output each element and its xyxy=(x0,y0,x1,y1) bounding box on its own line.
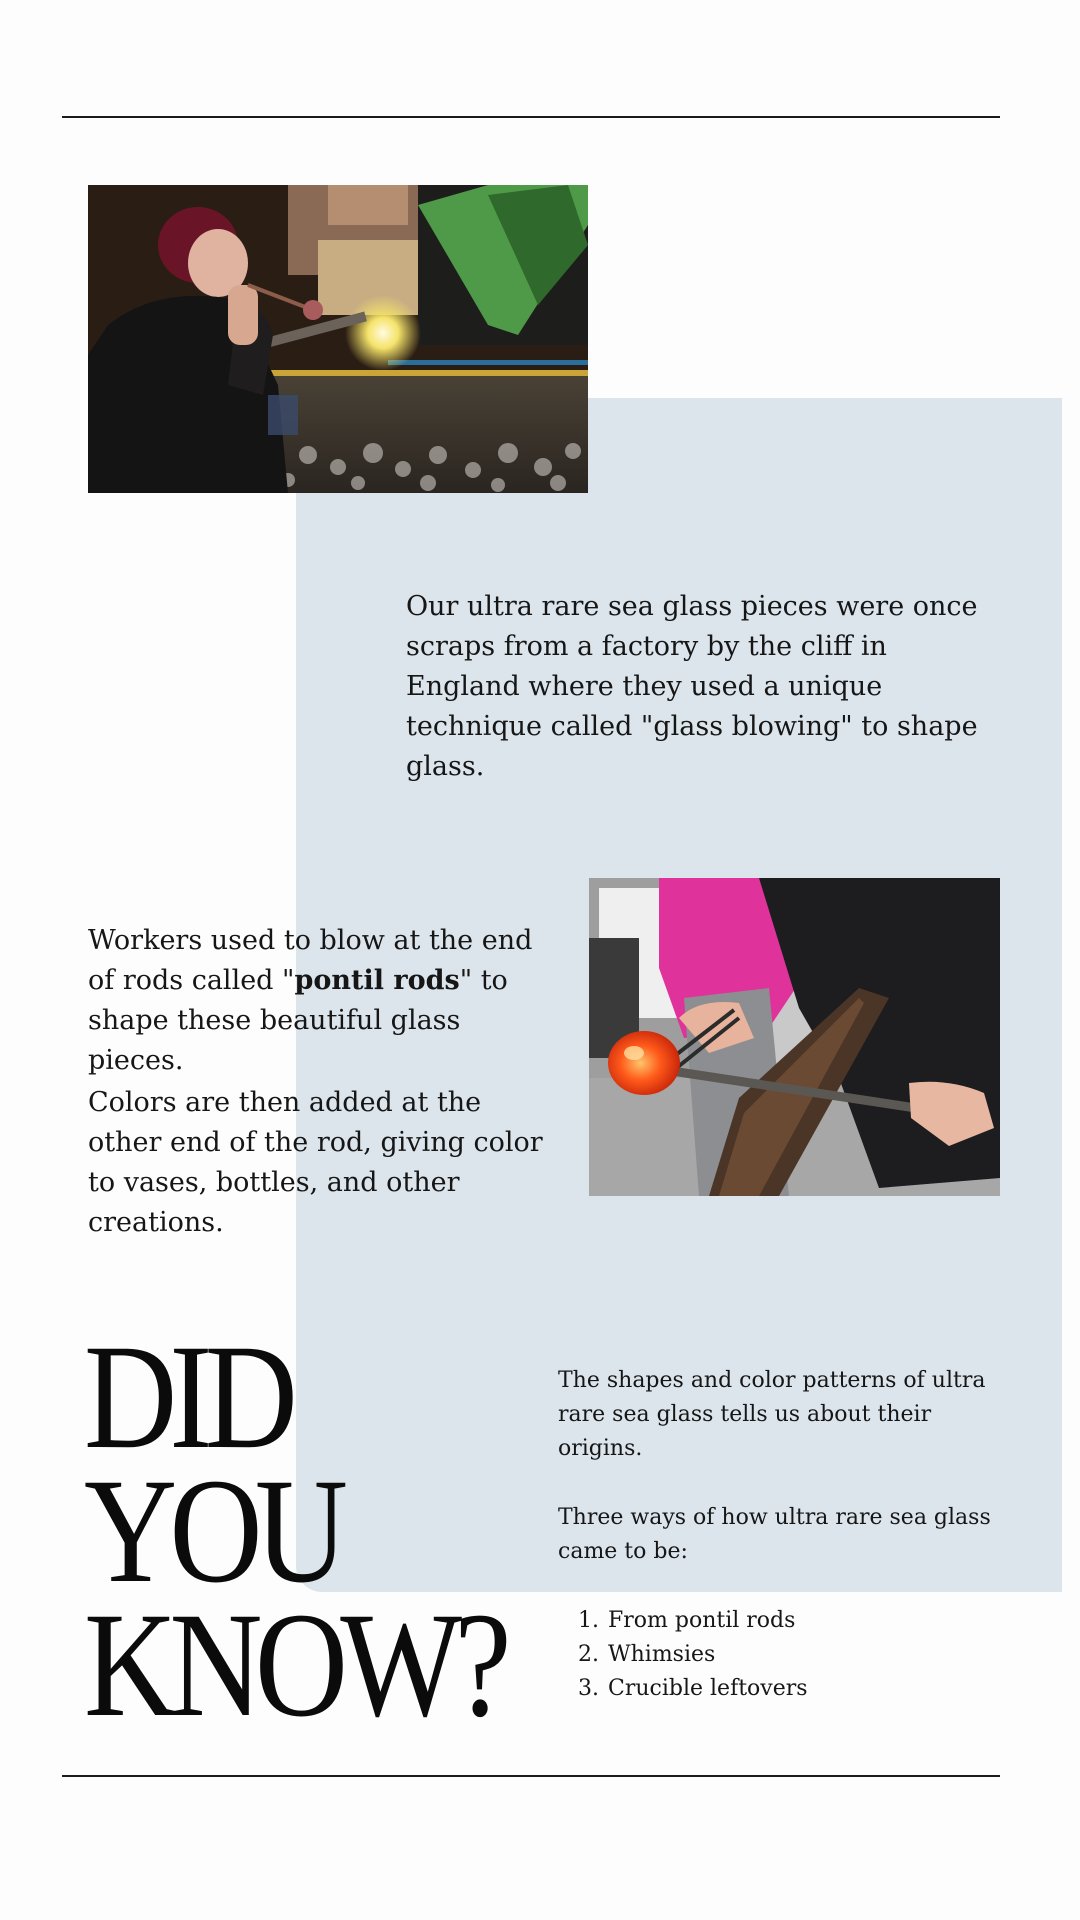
origins-paragraph: The shapes and color patterns of ultra rare sea glass tells us about their origins. xyxy=(558,1368,986,1461)
list-item: 2. Whimsies xyxy=(606,1638,808,1672)
glassblower-torch-photo xyxy=(88,185,588,493)
ways-list xyxy=(558,1604,808,1706)
pontil-rods-paragraph xyxy=(88,921,548,1081)
heading-line-1: DID YOU xyxy=(84,1314,341,1614)
pontil-sentence-end: " to shape these beautiful glass pieces. xyxy=(88,965,508,1076)
heading-line-2: KNOW? xyxy=(84,1582,504,1748)
top-divider xyxy=(62,116,1000,118)
pontil-rods-term: pontil rods xyxy=(294,965,460,996)
ways-intro-paragraph: Three ways of how ultra rare sea glass came to be: xyxy=(558,1505,991,1564)
list-item: 3. Crucible leftovers xyxy=(606,1672,808,1706)
molten-glass-photo xyxy=(589,878,1000,1196)
pontil-sentence-start: Workers used to blow at the end of rods called " xyxy=(88,925,533,996)
intro-paragraph: Our ultra rare sea glass pieces were once scraps from a factory by the cliff in England where they used a unique technique called "glass blowing" to shape glass. xyxy=(406,591,978,782)
list-item: 1. From pontil rods xyxy=(606,1604,808,1638)
did-you-know-heading xyxy=(84,1314,566,1748)
bottom-divider xyxy=(62,1775,1000,1777)
colors-paragraph: Colors are then added at the other end of the rod, giving color to vases, bottles, and other creations. xyxy=(88,1087,543,1238)
